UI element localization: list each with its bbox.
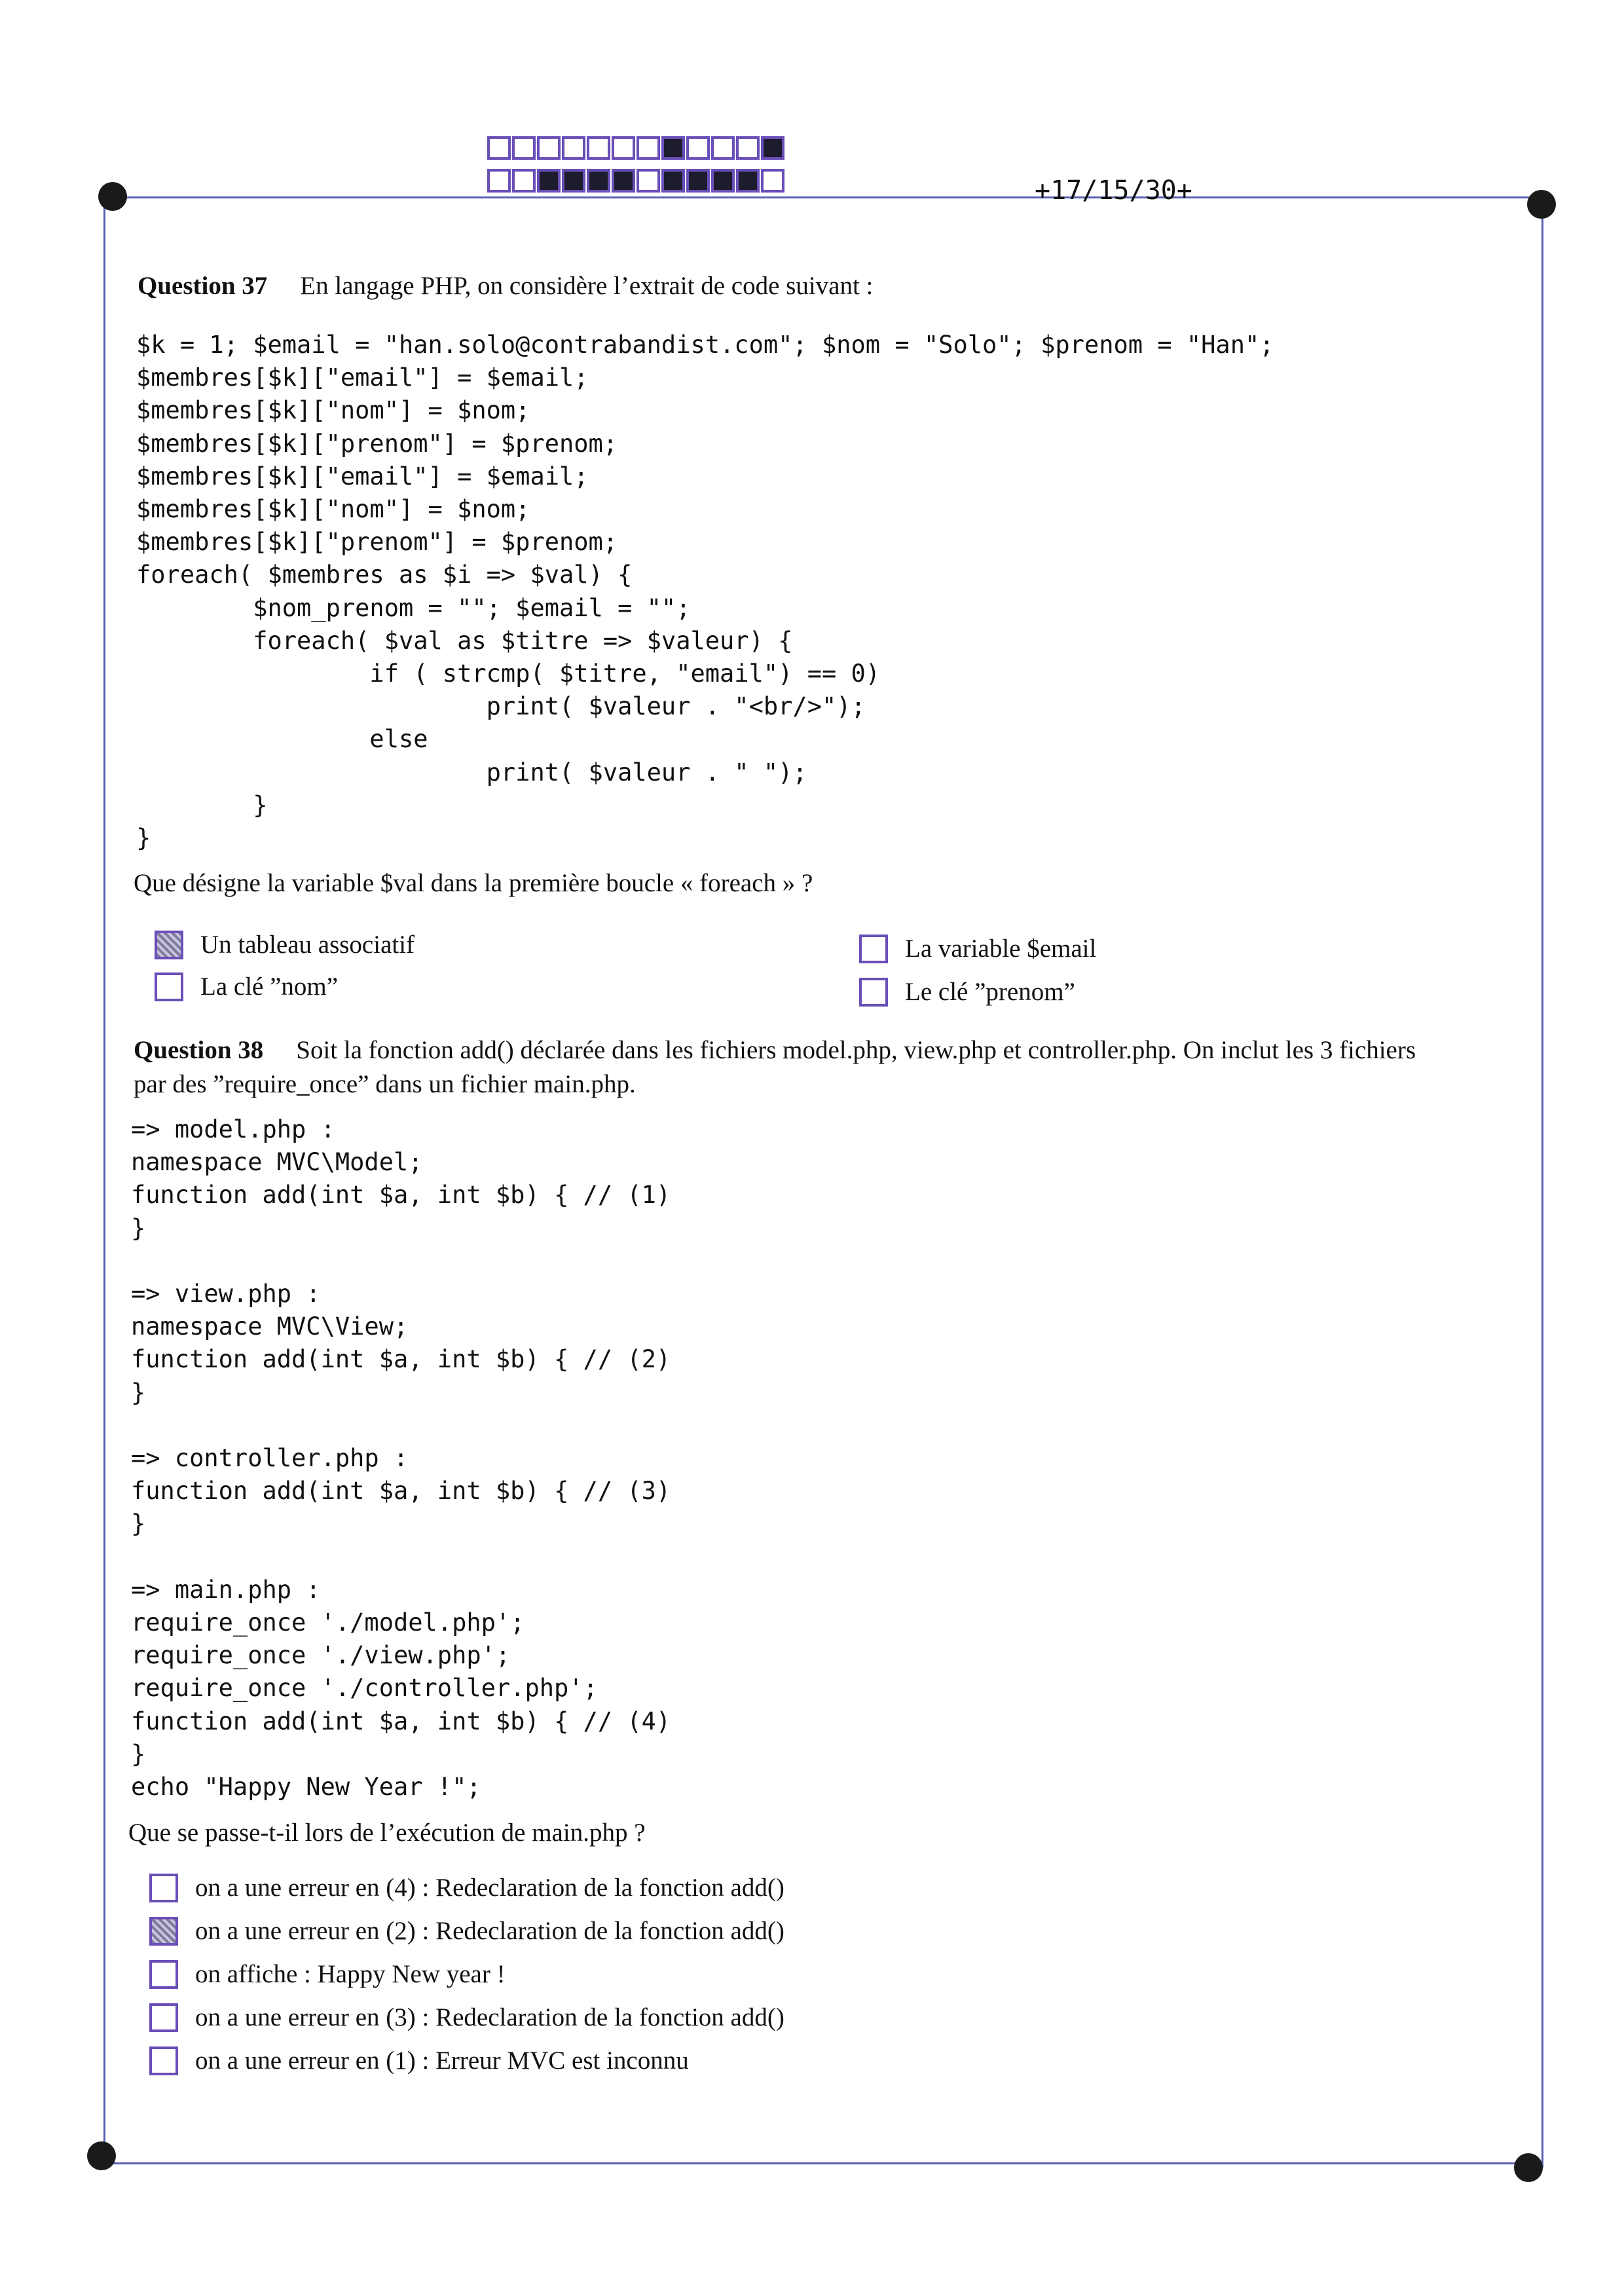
question-38-prompt: Que se passe-t-il lors de l’exécution de main.php ?	[128, 1819, 646, 1847]
answer-label: Le clé ”prenom”	[905, 978, 1075, 1006]
frame-bottom-line	[108, 2162, 1529, 2164]
answer-option[interactable]	[149, 2046, 689, 2075]
answer-checkbox[interactable]	[149, 1960, 178, 1989]
answer-option[interactable]	[149, 1959, 506, 1989]
answer-label: on affiche : Happy New year !	[195, 1960, 506, 1988]
question-number: Question 38	[134, 1036, 264, 1064]
barcode-cell	[612, 169, 635, 193]
barcode-cell	[686, 136, 710, 160]
answer-option[interactable]	[859, 934, 1096, 963]
answer-option[interactable]	[859, 977, 1075, 1007]
question-number: Question 37	[138, 272, 268, 300]
question-37-prompt: Que désigne la variable $val dans la première boucle « foreach » ?	[134, 869, 813, 897]
barcode-cell	[562, 169, 585, 193]
barcode-cell	[487, 136, 511, 160]
frame-right-line	[1541, 203, 1543, 2168]
answer-label: La variable $email	[905, 935, 1097, 963]
answer-option[interactable]	[155, 930, 415, 959]
answer-label: on a une erreur en (3) : Redeclaration de la fonction add()	[195, 2003, 784, 2031]
barcode-cell	[761, 169, 784, 193]
barcode-cell	[661, 169, 685, 193]
barcode-cell	[487, 169, 511, 193]
answer-checkbox[interactable]	[155, 931, 183, 959]
corner-marker-top-right	[1527, 190, 1556, 219]
answer-checkbox[interactable]	[149, 2003, 178, 2032]
answer-label: on a une erreur en (4) : Redeclaration de la fonction add()	[195, 1874, 784, 1902]
barcode-cell	[736, 169, 760, 193]
question-intro-line-2: par des ”require_once” dans un fichier main.php.	[134, 1070, 636, 1098]
question-37-code: $k = 1; $email = "han.solo@contrabandist.com"; $nom = "Solo"; $prenom = "Han"; $membres[$k]["email"] = $email; $membres[$k]["nom"] = $nom; $membres[$k]["prenom"] = $prenom; $membres[$k]["email"] = $email; $membres[$k]["nom"] = $nom; $membres[$k]["prenom"] = $prenom; foreach( $membres as $i => $val) { $nom_prenom = ""; $email = ""; foreach( $val as $titre => $valeur) { if ( strcmp( $titre, "email") == 0) print( $valeur . "<br/>"); else print( $valeur . " "); } }	[136, 331, 1274, 853]
barcode-cell	[637, 169, 660, 193]
barcode-cell	[711, 169, 735, 193]
frame-left-line	[103, 198, 105, 2162]
barcode-cell	[537, 136, 561, 160]
answer-checkbox[interactable]	[859, 935, 888, 963]
answer-checkbox[interactable]	[155, 972, 183, 1001]
barcode-cell	[512, 136, 536, 160]
barcode-cell	[686, 169, 710, 193]
answer-option[interactable]	[149, 2003, 784, 2032]
corner-marker-bottom-right	[1514, 2153, 1543, 2182]
corner-marker-top-left	[98, 182, 127, 211]
answer-checkbox[interactable]	[859, 978, 888, 1007]
barcode-cell	[637, 136, 660, 160]
barcode-cell	[562, 136, 585, 160]
barcode-cell	[736, 136, 760, 160]
answer-option[interactable]	[149, 1916, 784, 1946]
answer-checkbox[interactable]	[149, 1874, 178, 1902]
id-barcode-row-2	[487, 169, 786, 193]
barcode-cell	[761, 136, 784, 160]
barcode-cell	[661, 136, 685, 160]
barcode-cell	[512, 169, 536, 193]
question-38-code: => model.php : namespace MVC\Model; function add(int $a, int $b) { // (1) } => view.php : namespace MVC\View; function add(int $a, int $b) { // (2) } => controller.php : function add(int $a, int $b) { // (3) } => main.php : require_once './model.php'; require_once './view.php'; require_once './controller.php'; function add(int $a, int $b) { // (4) } echo "Happy New Year !";	[131, 1115, 671, 1802]
answer-option[interactable]	[155, 972, 338, 1001]
answer-label: La clé ”nom”	[200, 972, 339, 1001]
answer-option[interactable]	[149, 1873, 784, 1902]
barcode-cell	[711, 136, 735, 160]
barcode-cell	[587, 136, 610, 160]
frame-top-line	[113, 196, 1547, 198]
question-37-header	[138, 271, 873, 301]
question-intro-line-1: Soit la fonction add() déclarée dans les fichiers model.php, view.php et controller.php. On inclut les 3 fichiers	[296, 1036, 1416, 1064]
answer-checkbox[interactable]	[149, 2046, 178, 2075]
answer-label: Un tableau associatif	[200, 931, 415, 959]
id-barcode-row-1	[487, 136, 786, 160]
answer-checkbox[interactable]	[149, 1917, 178, 1946]
corner-marker-bottom-left	[87, 2141, 116, 2170]
barcode-cell	[587, 169, 610, 193]
question-intro: En langage PHP, on considère l’extrait de code suivant :	[300, 272, 874, 300]
page-identifier: +17/15/30+	[1035, 176, 1192, 206]
barcode-cell	[612, 136, 635, 160]
answer-label: on a une erreur en (2) : Redeclaration de la fonction add()	[195, 1917, 784, 1945]
question-38-header	[134, 1033, 1535, 1102]
answer-label: on a une erreur en (1) : Erreur MVC est inconnu	[195, 2046, 689, 2075]
barcode-cell	[537, 169, 561, 193]
